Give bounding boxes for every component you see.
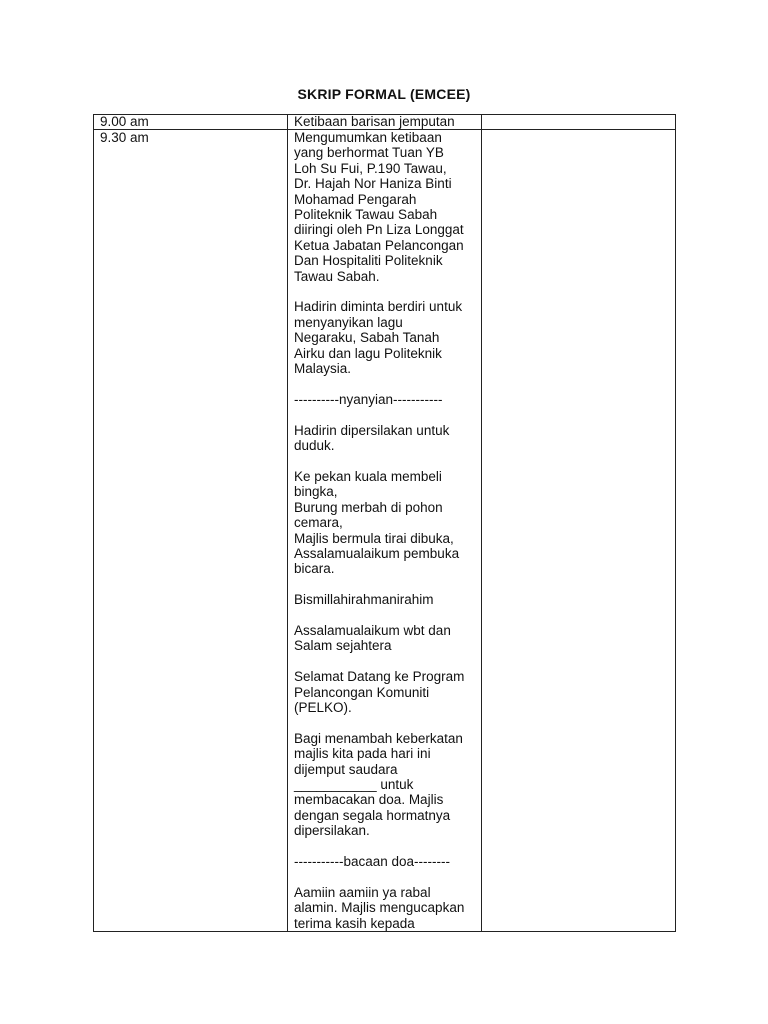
page-title: SKRIP FORMAL (EMCEE) — [297, 86, 471, 102]
time-cell: 9.30 am — [94, 130, 288, 932]
notes-cell — [482, 130, 676, 932]
emcee-script-table — [93, 114, 676, 932]
script-paragraph: -----------bacaan doa-------- — [294, 853, 450, 869]
script-paragraph: Mengumumkan ketibaan yang berhormat Tuan YB Loh Su Fui, P.190 Tawau, Dr. Hajah Nor Haniza Binti Mohamad Pengarah Politeknik Tawau Sabah diiringi oleh Pn Liza Longgat Ketua Jabatan Pelancongan Dan Hospitaliti Politeknik Tawau Sabah. — [294, 130, 464, 284]
script-paragraph: Assalamualaikum wbt dan Salam sejahtera — [294, 622, 451, 654]
table-row — [94, 115, 676, 130]
script-paragraph: Hadirin dipersilakan untuk duduk. — [294, 422, 450, 454]
script-paragraph: Aamiin aamiin ya rabal alamin. Majlis mengucapkan terima kasih kepada — [294, 884, 465, 931]
script-paragraph: Ketibaan barisan jemputan — [294, 114, 455, 129]
table-row — [94, 130, 676, 932]
time-cell: 9.00 am — [94, 115, 288, 130]
notes-cell — [482, 115, 676, 130]
script-paragraph: ----------nyanyian----------- — [294, 391, 443, 407]
script-cell — [288, 115, 482, 130]
script-cell — [288, 130, 482, 932]
script-paragraph: Selamat Datang ke Program Pelancongan Komuniti (PELKO). — [294, 669, 465, 715]
script-paragraph: Ke pekan kuala membeli bingka, Burung merbah di pohon cemara, Majlis bermula tirai dibuka, Assalamualaikum pembuka bicara. — [294, 468, 460, 577]
script-paragraph: Bismillahirahmanirahim — [294, 592, 434, 608]
script-paragraph: Hadirin diminta berdiri untuk menyanyikan lagu Negaraku, Sabah Tanah Airku dan lagu Politeknik Malaysia. — [294, 299, 463, 377]
script-paragraph: Bagi menambah keberkatan majlis kita pada hari ini dijemput saudara ___________ untuk membacakan doa. Majlis dengan segala hormatnya dipersilakan. — [294, 730, 463, 839]
